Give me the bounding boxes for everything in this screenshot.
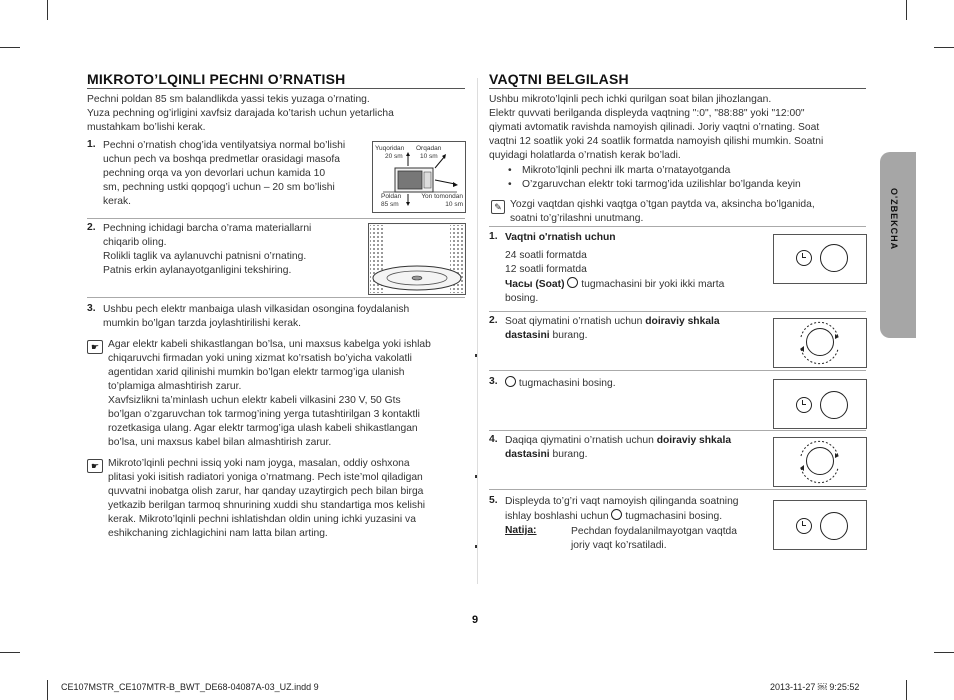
side-clearance-label: Yon tomondan 10 sm — [421, 193, 463, 208]
result-text — [571, 525, 771, 553]
clock-button-icon — [796, 518, 812, 534]
clock-button-icon — [796, 250, 812, 266]
step-divider — [489, 226, 866, 227]
right-title-rule — [489, 88, 866, 89]
intro-line: Elektr quvvati berilganda displeyda vaqtning ":0", "88:88" yoki "12:00" — [489, 108, 805, 119]
intro-line: Ushbu mikroto’lqinli pech ichki qurilgan soat bilan jihozlangan. — [489, 94, 772, 105]
step-line: Displeyda to’g’ri vaqt namoyish qilinganda soatning — [505, 496, 739, 507]
clock-step-4-text: Daqiqa qiymatini o’rnatish uchun doiraviy shkala dastasini burang. — [505, 435, 732, 460]
intro-line: qiymati avtomatik ravishda namoyish qilinadi. Joriy vaqtni o’rnating. Soat — [489, 122, 820, 133]
step-1-number: 1. — [87, 139, 96, 150]
note-line: agentidan xarid qilinishi mumkin bo’lgan elektr tarmog’iga ulanish — [108, 367, 405, 378]
step-divider — [489, 489, 866, 490]
crop-mark — [47, 0, 48, 20]
note-pencil-icon: ✎ — [491, 200, 505, 214]
warning-hand-icon: ☛ — [87, 459, 103, 473]
note-line: bo’lgan o’zgaruvchan tok tarmog’ining yerga tutashtirilgan 3 kontaktli — [108, 409, 420, 420]
clock-step-4-number: 4. — [489, 434, 498, 445]
step-divider — [87, 218, 465, 219]
step-line: bosing. — [505, 293, 539, 304]
column-gutter — [477, 78, 478, 584]
intro-line: mustahkam bo’lishi kerak. — [87, 122, 206, 133]
page-number: 9 — [472, 614, 479, 626]
note-line: Agar elektr kabeli shikastlangan bo’lsa, uni maxsus kabelga yoki ishlab — [108, 339, 431, 350]
left-section-title: MIKROTO’LQINLI PECHNI O’RNATISH — [87, 71, 346, 87]
left-title-rule — [87, 88, 465, 89]
crop-mark — [906, 680, 907, 700]
right-section-title: VAQTNI BELGILASH — [489, 71, 629, 87]
note-line: quvvatni inobatga olish zarur, har qanday uzaytirgich pech bilan birga — [108, 486, 424, 497]
step-line: Pechni o’rnatish chog’ida ventilyatsiya normal bo’lishi — [103, 140, 346, 151]
step-line: uchun pech va boshqa predmetlar orasidagi masofa — [103, 154, 340, 165]
crop-mark — [934, 652, 954, 653]
dst-note — [510, 198, 870, 226]
clock-step-3-number: 3. — [489, 376, 498, 387]
clock-step-2-text: Soat qiymatini o’rnatish uchun doiraviy shkala dastasini burang. — [505, 316, 720, 341]
warning-hand-icon: ☛ — [87, 340, 103, 354]
control-panel-dial-turn-hour — [773, 318, 867, 368]
step-line: pechning orqa va yon devorlari uchun kamida 10 — [103, 168, 326, 179]
intro-line: quyidagi holatlarda o’rnatish kerak bo’ladi. — [489, 150, 681, 161]
dial-knob-icon — [820, 391, 848, 419]
step-line: mumkin bo’lgan tarzda joylashtirilishi kerak. — [103, 318, 302, 329]
list-item: • O’zgaruvchan elektr toki tarmog’ida uzilishlar bo’lganda keyin — [508, 179, 801, 190]
step-divider — [489, 430, 866, 431]
note-line: plitasi yoki isitish radiatori yoniga o’rnatmang. Pech iste’mol qiladigan — [108, 472, 423, 483]
clock-step-2-number: 2. — [489, 315, 498, 326]
crop-mark — [906, 0, 907, 20]
step-1-text — [103, 139, 371, 209]
step-title: Vaqtni o'rnatish uchun — [505, 232, 616, 243]
step-line: 12 soatli formatda — [505, 264, 587, 275]
crop-mark — [0, 652, 20, 653]
dial-knob-icon — [820, 512, 848, 540]
step-divider — [489, 311, 866, 312]
control-panel-clock-press — [773, 234, 867, 284]
clock-icon — [505, 376, 516, 387]
clearance-diagram — [372, 141, 466, 213]
result-line: joriy vaqt ko’rsatiladi. — [571, 540, 667, 551]
control-panel-dial-turn-minute — [773, 437, 867, 487]
step-line: Patnis erkin aylanayotganligini tekshiring. — [103, 265, 292, 276]
list-item: • Mikroto’lqinli pechni ilk marta o’rnatayotganda — [508, 165, 731, 176]
placement-note — [108, 457, 470, 541]
power-cable-note — [108, 338, 470, 450]
step-divider — [87, 297, 465, 298]
clock-step-1-number: 1. — [489, 231, 498, 242]
intro-line: Yuza pechning og’irligini xavfsiz darajada ko’tarish uchun yetarlicha — [87, 108, 394, 119]
step-line: chiqarib oling. — [103, 237, 167, 248]
turntable-illustration — [369, 224, 465, 294]
note-line: Xavfsizlikni ta’minlash uchun elektr kabeli vilkasini 230 V, 50 Gts — [108, 395, 401, 406]
note-line: to’plamiga almashtirish zarur. — [108, 381, 242, 392]
note-line: yetkazib berilgan tarmoq shnurining xuddi shu standartiga mos kelishi — [108, 500, 426, 511]
note-line: rozetkasiga ulang. Agar elektr tarmog’iga ulash kabeli shikastlangan — [108, 423, 418, 434]
note-line: bo’lsa, uni maxsus kabel bilan almashtirish zarur. — [108, 437, 332, 448]
step-line: Часы (Soat) tugmachasini bir yoki ikki marta — [505, 279, 725, 290]
control-panel-clock-press — [773, 379, 867, 429]
intro-line: Pechni poldan 85 sm balandlikda yassi tekis yuzaga o’rnating. — [87, 94, 370, 105]
step-divider — [489, 370, 866, 371]
step-line: kerak. — [103, 196, 132, 207]
crop-mark — [934, 47, 954, 48]
note-line: chiqaruvchi firmadan yoki uning xizmat ko’rsatish bo’yicha vakolatli — [108, 353, 412, 364]
clock-step-5-text — [505, 495, 775, 524]
crop-mark — [47, 680, 48, 700]
top-clearance-label: Yuqoridan 20 sm — [375, 145, 405, 160]
crop-mark — [0, 47, 20, 48]
back-clearance-label: Orqadan 10 sm — [416, 145, 442, 160]
note-line: eshikchaning zichlagichini nam latta bilan arting. — [108, 528, 328, 539]
language-tab-label: O'ZBEKCHA — [889, 188, 899, 251]
step-line: Ushbu pech elektr manbaiga ulash vilkasidan osongina foydalanish — [103, 304, 410, 315]
turntable-diagram — [368, 223, 466, 295]
result-label: Natija: — [505, 525, 537, 536]
conditions-list — [508, 164, 868, 192]
clock-step-1-text — [505, 231, 767, 306]
footer-timestamp: 2013-11-27 ￼ 9:25:52 — [770, 682, 860, 692]
step-3-text — [103, 303, 467, 331]
step-3-number: 3. — [87, 303, 96, 314]
step-line: 24 soatli formatda — [505, 250, 587, 261]
rotate-arrows-icon — [774, 319, 866, 367]
step-2-text — [103, 222, 365, 278]
step-line: Rolikli taglik va aylanuvchi patnisni o’rnating. — [103, 251, 307, 262]
note-line: Yozgi vaqtdan qishki vaqtga o’tgan paytda va, aksincha bo’lganida, — [510, 199, 815, 210]
rotate-arrows-icon — [774, 438, 866, 486]
intro-line: vaqtni 12 soatlik yoki 24 soatlik formatda namoyish qilishi mumkin. Soatni — [489, 136, 824, 147]
clock-step-3-text: tugmachasini bosing. — [505, 376, 767, 391]
step-2-number: 2. — [87, 222, 96, 233]
step-line: ishlay boshlashi uchun tugmachasini bosing. — [505, 511, 723, 522]
left-intro — [87, 93, 467, 135]
result-line: Pechdan foydalanilmayotgan vaqtda — [571, 526, 738, 537]
clock-icon — [611, 509, 622, 520]
floor-clearance-label: Poldan 85 sm — [381, 193, 402, 208]
note-line: soatni to’g’rilashni unutmang. — [510, 213, 644, 224]
note-line: Mikroto’lqinli pechni issiq yoki nam joyga, masalan, oddiy oshxona — [108, 458, 410, 469]
note-line: kerak. Mikroto’lqinli pechni ishlatishdan oldin uning ichki yuzasini va — [108, 514, 416, 525]
control-panel-clock-press — [773, 500, 867, 550]
clock-step-5-number: 5. — [489, 495, 498, 506]
step-line: sm, pechning ustki qopqog’i uchun – 20 sm bo’lishi — [103, 182, 335, 193]
step-line: Pechning ichidagi barcha o’rama materiallarni — [103, 223, 312, 234]
right-intro — [489, 93, 869, 163]
clock-button-icon — [796, 397, 812, 413]
clock-icon — [567, 277, 578, 288]
footer-file-name: CE107MSTR_CE107MTR-B_BWT_DE68-04087A-03_UZ.indd 9 — [61, 682, 319, 692]
dial-knob-icon — [820, 244, 848, 272]
